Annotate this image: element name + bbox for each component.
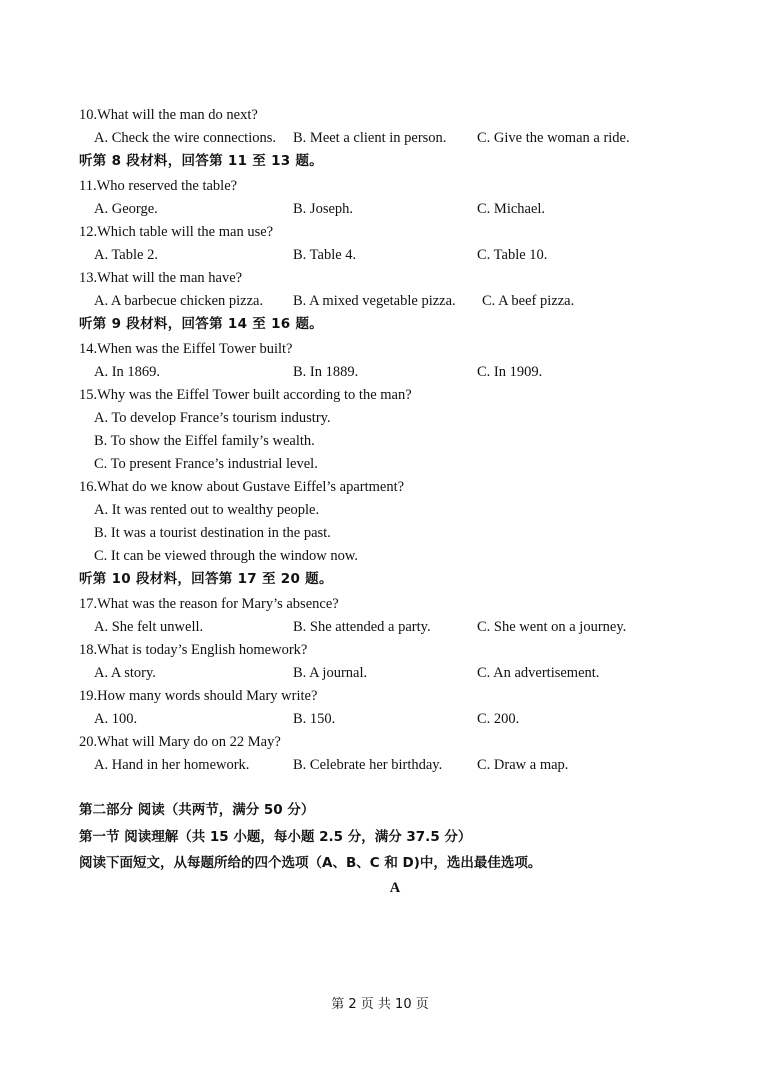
question-13: 13.What will the man have? — [79, 270, 243, 286]
option-13-b: B. A mixed vegetable pizza. — [293, 293, 456, 309]
option-10-b: B. Meet a client in person. — [293, 130, 447, 146]
option-18-c: C. An advertisement. — [477, 665, 600, 681]
option-12-b: B. Table 4. — [293, 247, 357, 263]
option-11-b: B. Joseph. — [293, 201, 354, 217]
question-18: 18.What is today’s English homework? — [79, 642, 308, 658]
part2-title: 第二部分 阅读（共两节，满分 50 分） — [79, 802, 315, 818]
option-13-c: C. A beef pizza. — [482, 293, 575, 309]
passage-label: A — [389, 880, 401, 896]
option-10-a: A. Check the wire connections. — [94, 130, 277, 146]
option-14-c: C. In 1909. — [477, 364, 543, 380]
option-13-a: A. A barbecue chicken pizza. — [94, 293, 264, 309]
option-14-b: B. In 1889. — [293, 364, 359, 380]
option-16-a: A. It was rented out to wealthy people. — [94, 502, 320, 518]
question-10: 10.What will the man do next? — [79, 107, 258, 123]
option-12-c: C. Table 10. — [477, 247, 548, 263]
option-19-b: B. 150. — [293, 711, 336, 727]
option-15-a: A. To develop France’s tourism industry. — [94, 410, 331, 426]
part2-instruction: 阅读下面短文，从每题所给的四个选项（A、B、C 和 D)中，选出最佳选项。 — [79, 855, 542, 871]
option-20-b: B. Celebrate her birthday. — [293, 757, 443, 773]
option-19-c: C. 200. — [477, 711, 520, 727]
option-15-b: B. To show the Eiffel family’s wealth. — [94, 433, 315, 449]
question-15: 15.Why was the Eiffel Tower built according to the man? — [79, 387, 412, 403]
option-11-a: A. George. — [94, 201, 158, 217]
question-11: 11.Who reserved the table? — [79, 178, 238, 194]
question-12: 12.Which table will the man use? — [79, 224, 274, 240]
section-heading-9: 听第 9 段材料，回答第 14 至 16 题。 — [79, 316, 324, 332]
option-17-b: B. She attended a party. — [293, 619, 431, 635]
option-10-c: C. Give the woman a ride. — [477, 130, 630, 146]
option-20-a: A. Hand in her homework. — [94, 757, 250, 773]
page-footer: 第 2 页 共 10 页 — [331, 997, 429, 1012]
question-17: 17.What was the reason for Mary’s absence? — [79, 596, 339, 612]
section-heading-8: 听第 8 段材料，回答第 11 至 13 题。 — [79, 153, 324, 169]
option-16-b: B. It was a tourist destination in the past. — [94, 525, 331, 541]
option-11-c: C. Michael. — [477, 201, 546, 217]
option-12-a: A. Table 2. — [94, 247, 158, 263]
question-19: 19.How many words should Mary write? — [79, 688, 318, 704]
option-14-a: A. In 1869. — [94, 364, 161, 380]
option-15-c: C. To present France’s industrial level. — [94, 456, 318, 472]
option-18-a: A. A story. — [94, 665, 156, 681]
option-16-c: C. It can be viewed through the window now. — [94, 548, 359, 564]
option-19-a: A. 100. — [94, 711, 138, 727]
option-17-a: A. She felt unwell. — [94, 619, 204, 635]
part2-subtitle: 第一节 阅读理解（共 15 小题，每小题 2.5 分，满分 37.5 分） — [79, 829, 472, 845]
question-16: 16.What do we know about Gustave Eiffel’s apartment? — [79, 479, 405, 495]
option-18-b: B. A journal. — [293, 665, 368, 681]
question-14: 14.When was the Eiffel Tower built? — [79, 341, 293, 357]
option-20-c: C. Draw a map. — [477, 757, 569, 773]
option-17-c: C. She went on a journey. — [477, 619, 627, 635]
question-20: 20.What will Mary do on 22 May? — [79, 734, 281, 750]
section-heading-10: 听第 10 段材料，回答第 17 至 20 题。 — [79, 571, 333, 587]
